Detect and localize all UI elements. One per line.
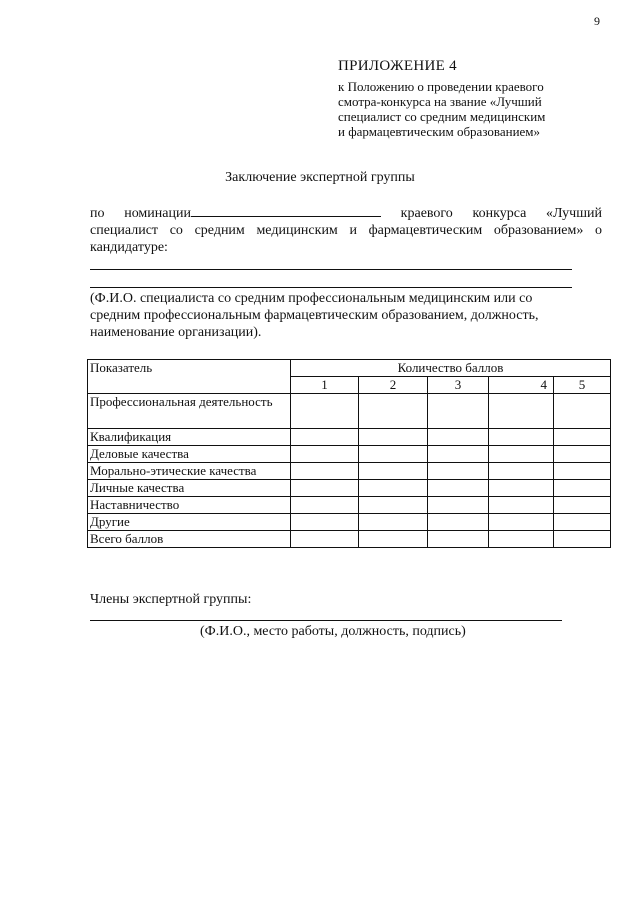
score-cell[interactable] bbox=[359, 514, 428, 531]
indicator-header: Показатель bbox=[88, 360, 291, 394]
score-cell[interactable] bbox=[359, 531, 428, 548]
score-cell[interactable] bbox=[359, 497, 428, 514]
score-cell[interactable] bbox=[291, 514, 359, 531]
score-cell[interactable] bbox=[428, 446, 489, 463]
indicator-cell: Личные качества bbox=[88, 480, 291, 497]
candidate-blank-line bbox=[90, 287, 572, 288]
score-cell[interactable] bbox=[489, 531, 554, 548]
score-cell[interactable] bbox=[554, 394, 611, 429]
score-cell[interactable] bbox=[359, 463, 428, 480]
nomination-line-1 bbox=[90, 204, 602, 222]
score-column-header: 1 bbox=[291, 377, 359, 394]
score-cell[interactable] bbox=[428, 429, 489, 446]
score-header: Количество баллов bbox=[291, 360, 611, 377]
score-cell[interactable] bbox=[428, 480, 489, 497]
candidate-note bbox=[90, 290, 590, 341]
appendix-description bbox=[338, 79, 598, 139]
table-row bbox=[88, 531, 611, 548]
score-cell[interactable] bbox=[359, 480, 428, 497]
score-cell[interactable] bbox=[291, 429, 359, 446]
page-number: 9 bbox=[594, 14, 600, 28]
experts-note: (Ф.И.О., место работы, должность, подпись) bbox=[200, 624, 466, 639]
score-cell[interactable] bbox=[428, 514, 489, 531]
score-table bbox=[87, 359, 611, 548]
nomination-paragraph bbox=[90, 204, 602, 256]
table-row bbox=[88, 429, 611, 446]
experts-label: Члены экспертной группы: bbox=[90, 592, 252, 607]
score-cell[interactable] bbox=[489, 394, 554, 429]
score-cell[interactable] bbox=[554, 446, 611, 463]
indicator-cell: Наставничество bbox=[88, 497, 291, 514]
score-cell[interactable] bbox=[489, 514, 554, 531]
score-cell[interactable] bbox=[554, 497, 611, 514]
appendix-line: смотра-конкурса на звание «Лучший bbox=[338, 94, 542, 109]
table-row bbox=[88, 514, 611, 531]
nomination-word: по bbox=[90, 206, 105, 221]
score-cell[interactable] bbox=[554, 463, 611, 480]
score-cell[interactable] bbox=[489, 429, 554, 446]
score-cell[interactable] bbox=[489, 463, 554, 480]
candidate-note-line: средним профессиональным фармацевтическим образованием, должность, bbox=[90, 308, 539, 323]
nomination-word: конкурса bbox=[472, 206, 527, 221]
indicator-cell: Всего баллов bbox=[88, 531, 291, 548]
indicator-cell: Деловые качества bbox=[88, 446, 291, 463]
score-cell[interactable] bbox=[291, 531, 359, 548]
score-cell[interactable] bbox=[428, 463, 489, 480]
score-cell[interactable] bbox=[291, 394, 359, 429]
table-header-row bbox=[88, 360, 611, 377]
score-cell[interactable] bbox=[428, 394, 489, 429]
score-cell[interactable] bbox=[554, 480, 611, 497]
score-cell[interactable] bbox=[291, 446, 359, 463]
appendix-line: специалист со средним медицинским bbox=[338, 109, 546, 124]
table-row bbox=[88, 446, 611, 463]
score-column-header: 4 bbox=[489, 377, 554, 394]
table-row bbox=[88, 480, 611, 497]
score-cell[interactable] bbox=[554, 514, 611, 531]
indicator-cell: Квалификация bbox=[88, 429, 291, 446]
table-row bbox=[88, 497, 611, 514]
appendix-line: и фармацевтическим образованием» bbox=[338, 124, 541, 139]
score-cell[interactable] bbox=[291, 463, 359, 480]
score-cell[interactable] bbox=[554, 531, 611, 548]
score-column-header: 2 bbox=[359, 377, 428, 394]
score-cell[interactable] bbox=[359, 429, 428, 446]
table-row bbox=[88, 463, 611, 480]
candidate-blank-line bbox=[90, 269, 572, 270]
appendix-line: к Положению о проведении краевого bbox=[338, 79, 544, 94]
score-column-header: 5 bbox=[554, 377, 611, 394]
appendix-title: ПРИЛОЖЕНИЕ 4 bbox=[338, 58, 457, 74]
indicator-cell: Другие bbox=[88, 514, 291, 531]
table-row bbox=[88, 394, 611, 429]
nomination-word: «Лучший bbox=[546, 206, 602, 221]
nomination-word: номинации bbox=[124, 204, 381, 222]
score-cell[interactable] bbox=[489, 480, 554, 497]
nomination-word: краевого bbox=[400, 206, 453, 221]
nomination-blank bbox=[191, 204, 381, 217]
indicator-cell: Морально-этические качества bbox=[88, 463, 291, 480]
nomination-line-3: кандидатуре: bbox=[90, 240, 168, 255]
score-cell[interactable] bbox=[428, 497, 489, 514]
document-heading: Заключение экспертной группы bbox=[225, 170, 415, 185]
score-cell[interactable] bbox=[359, 446, 428, 463]
score-cell[interactable] bbox=[291, 497, 359, 514]
score-cell[interactable] bbox=[489, 446, 554, 463]
nomination-line-2: специалист со средним медицинским и фармацевтическим образованием» о bbox=[90, 223, 602, 238]
experts-signature-line bbox=[90, 620, 562, 621]
indicator-cell: Профессиональная деятельность bbox=[88, 394, 291, 429]
score-cell[interactable] bbox=[489, 497, 554, 514]
candidate-note-line: (Ф.И.О. специалиста со средним профессиональным медицинским или со bbox=[90, 291, 533, 306]
score-cell[interactable] bbox=[359, 394, 428, 429]
candidate-note-line: наименование организации). bbox=[90, 325, 262, 340]
score-column-header: 3 bbox=[428, 377, 489, 394]
score-cell[interactable] bbox=[291, 480, 359, 497]
score-cell[interactable] bbox=[554, 429, 611, 446]
score-cell[interactable] bbox=[428, 531, 489, 548]
